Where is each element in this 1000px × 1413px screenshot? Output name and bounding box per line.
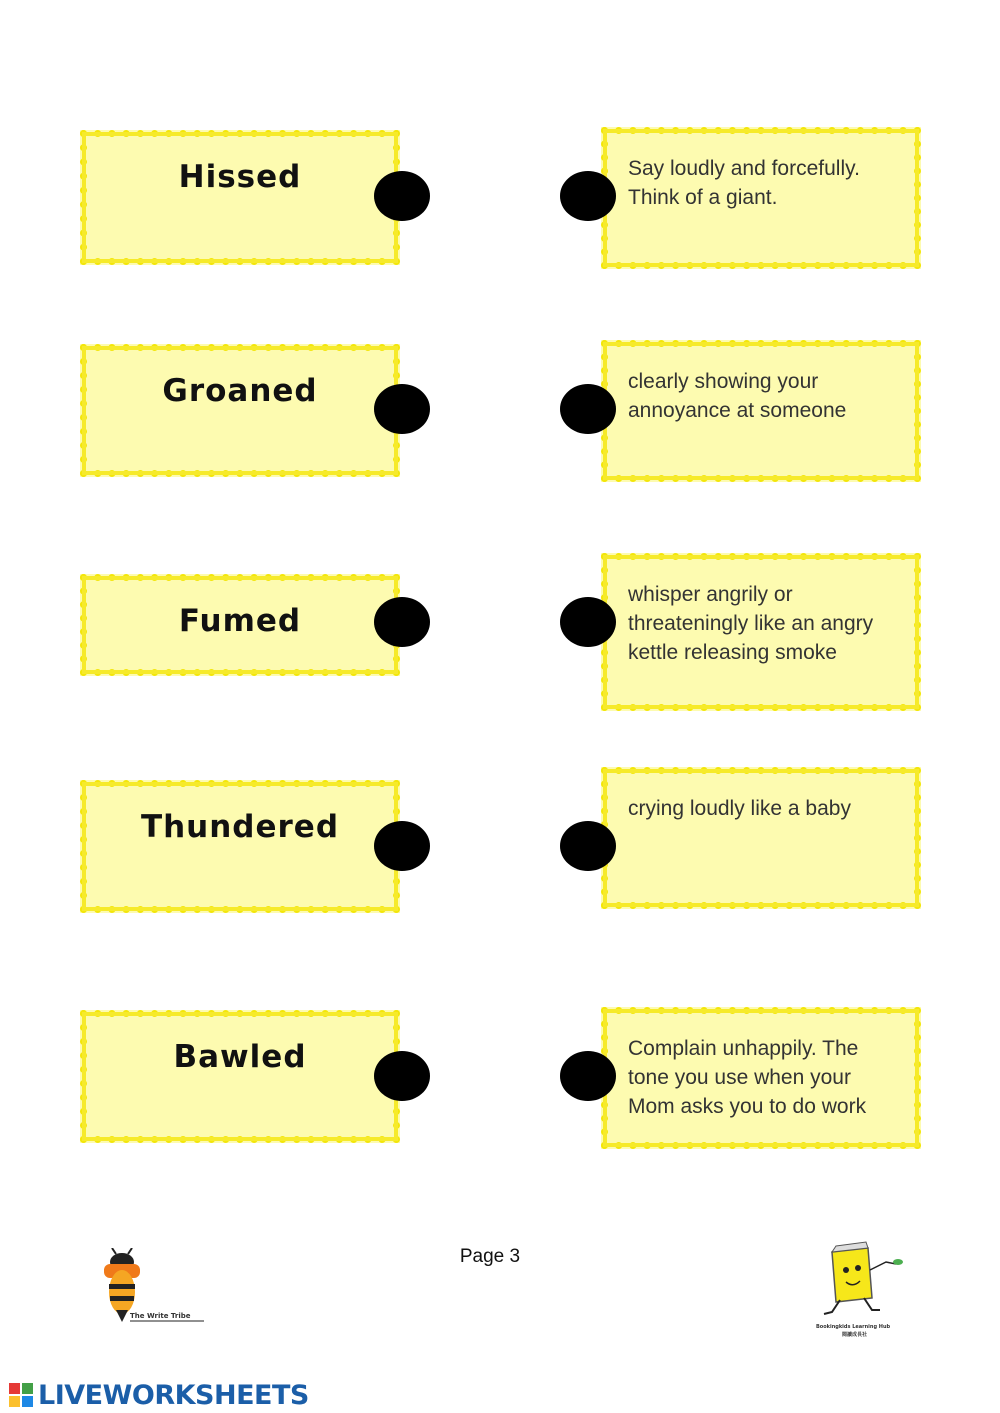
liveworksheets-wordmark: LIVEWORKSHEETS (38, 1379, 309, 1411)
match-dot-definition-1[interactable] (560, 171, 616, 221)
match-dot-definition-2[interactable] (560, 384, 616, 434)
word-card-4 (80, 780, 400, 913)
liveworksheets-blocks-icon (8, 1382, 34, 1408)
learning-hub-book-logo (806, 1240, 916, 1340)
definition-card-2 (601, 340, 921, 482)
word-label: Groaned (162, 373, 318, 409)
match-dot-definition-5[interactable] (560, 1051, 616, 1101)
word-label: Fumed (178, 603, 302, 639)
match-dot-word-4[interactable] (374, 821, 430, 871)
left-logo-text: The Write Tribe (130, 1312, 191, 1320)
definition-text: Complain unhappily. The tone you use when your Mom asks you to do work (628, 1037, 867, 1118)
match-dot-word-1[interactable] (374, 171, 430, 221)
definition-text: whisper angrily or threateningly like an angry kettle releasing smoke (628, 583, 874, 664)
word-card-5 (80, 1010, 400, 1143)
definition-card-4 (601, 767, 921, 909)
liveworksheets-brand[interactable] (8, 1378, 309, 1412)
definition-card-3 (601, 553, 921, 711)
definition-text: Say loudly and forcefully. Think of a giant. (628, 157, 860, 209)
definition-text: crying loudly like a baby (628, 797, 851, 820)
page-number: Page 3 (459, 1246, 521, 1267)
match-dot-word-5[interactable] (374, 1051, 430, 1101)
word-card-1 (80, 130, 400, 265)
definition-card-1 (601, 127, 921, 269)
match-dot-definition-3[interactable] (560, 597, 616, 647)
word-label: Hissed (178, 159, 302, 195)
definition-card-5 (601, 1007, 921, 1149)
right-logo-subtext: 閱讀成長社 (842, 1332, 868, 1338)
match-dot-word-3[interactable] (374, 597, 430, 647)
match-dot-definition-4[interactable] (560, 821, 616, 871)
word-card-2 (80, 344, 400, 477)
word-label: Bawled (173, 1039, 307, 1075)
match-dot-word-2[interactable] (374, 384, 430, 434)
definition-text: clearly showing your annoyance at someone (628, 370, 847, 422)
word-label: Thundered (140, 809, 340, 845)
word-card-3 (80, 574, 400, 676)
write-tribe-bee-logo (98, 1248, 208, 1328)
right-logo-text: Bookingkids Learning Hub (816, 1324, 891, 1330)
